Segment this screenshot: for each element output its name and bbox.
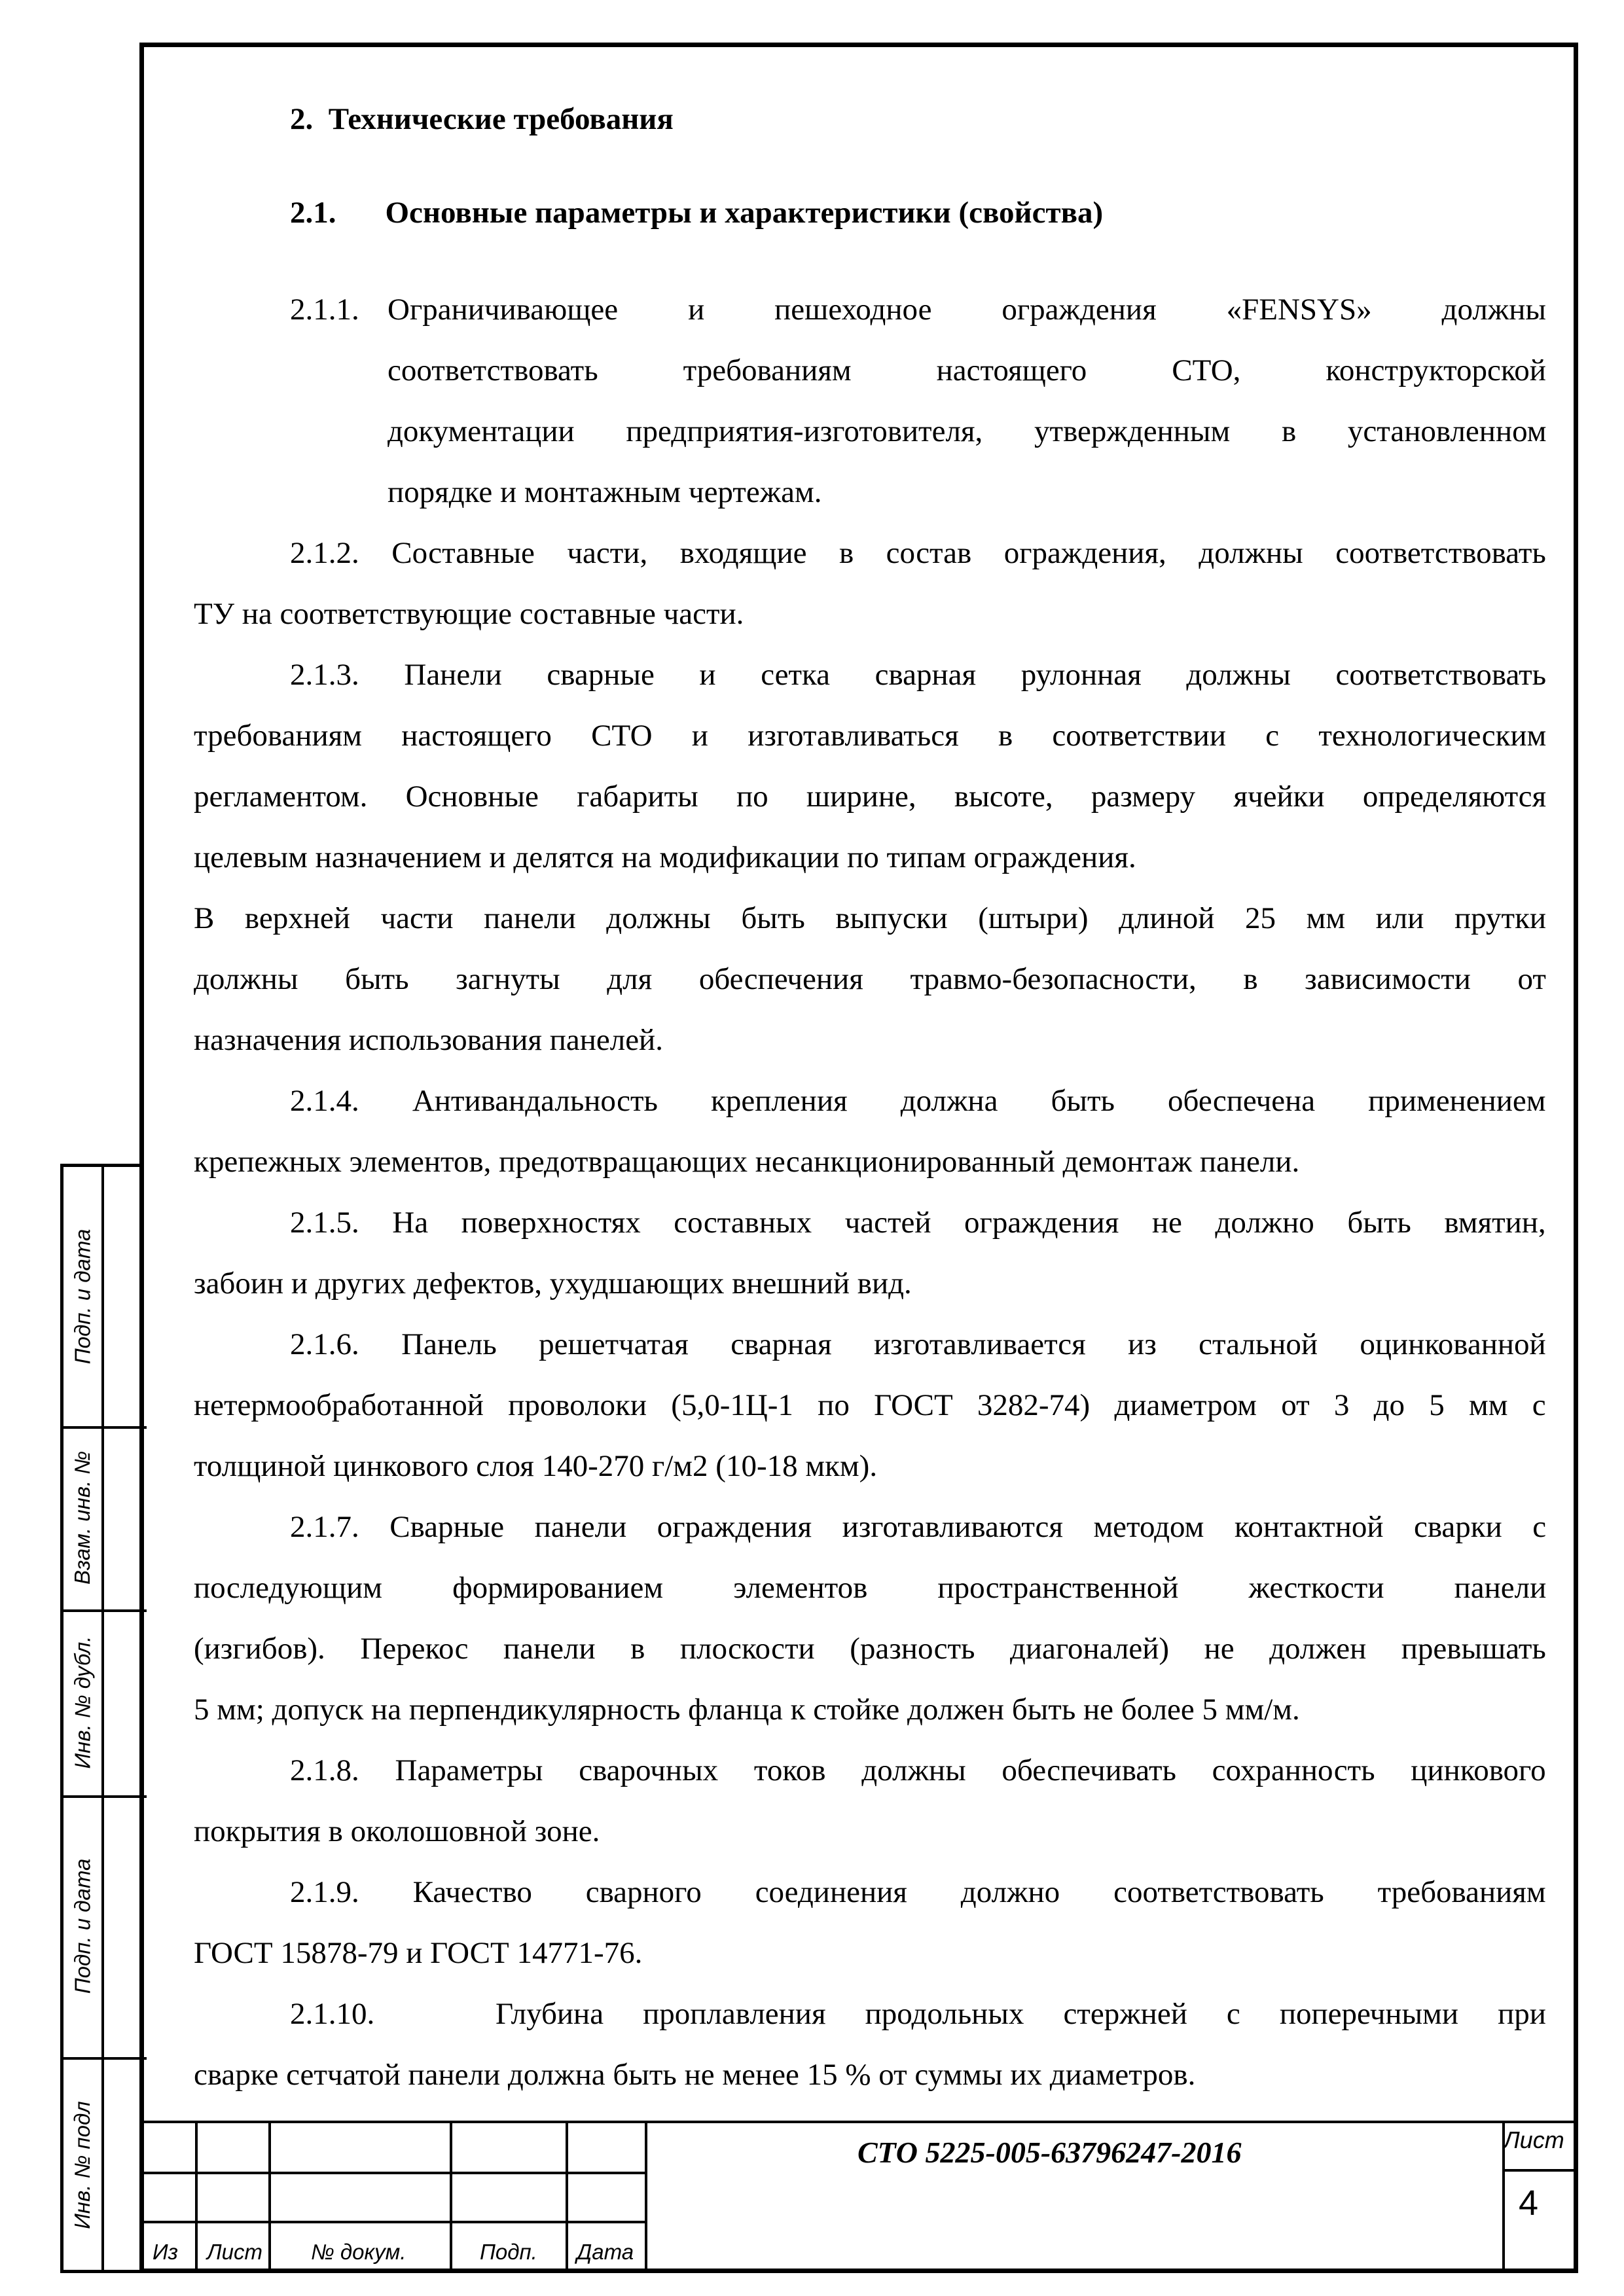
title-block-col-line xyxy=(450,2121,452,2273)
sheet-label: Лист xyxy=(1504,2126,1564,2153)
item-2-1-6-line-1: 2.1.6. Панель решетчатая сварная изготавливается из стальной оцинкованной xyxy=(290,1327,1546,1361)
item-2-1-1-line-4: порядке и монтажным чертежам. xyxy=(388,475,822,509)
col-iz-label: Из xyxy=(153,2240,178,2264)
item-2-1-3-line-2: требованиям настоящего СТО и изготавливаться в соответствии с технологическим xyxy=(194,719,1547,753)
subsection-heading: 2.1. Основные параметры и характеристики (свойства) xyxy=(290,196,1104,230)
item-2-1-1-line-2: соответствовать требованиям настоящего СТО, конструкторской xyxy=(388,353,1546,387)
item-2-1-7-line-4: 5 мм; допуск на перпендикулярность фланца к стойке должен быть не более 5 мм/м. xyxy=(194,1693,1300,1727)
item-2-1-4-line-2: крепежных элементов, предотвращающих несанкционированный демонтаж панели. xyxy=(194,1145,1300,1179)
col-data-label: Дата xyxy=(577,2240,634,2264)
item-2-1-10-line-2: сварке сетчатой панели должна быть не менее 15 % от суммы их диаметров. xyxy=(194,2058,1196,2092)
item-2-1-2-line-2: ТУ на соответствующие составные части. xyxy=(194,597,744,631)
title-block-col-line xyxy=(195,2121,198,2273)
item-2-1-7-line-1: 2.1.7. Сварные панели ограждения изготавливаются методом контактной сварки с xyxy=(290,1510,1547,1544)
title-block-col-line xyxy=(645,2121,647,2273)
sheet-number: 4 xyxy=(1519,2183,1539,2223)
item-2-1-5-line-2: забоин и других дефектов, ухудшающих внешний вид. xyxy=(194,1266,912,1300)
item-2-1-3-line-1: 2.1.3. Панели сварные и сетка сварная рулонная должны соответствовать xyxy=(290,658,1547,692)
item-2-1-3-line-4: целевым назначением и делятся на модификации по типам ограждения. xyxy=(194,840,1136,874)
item-2-1-4-line-1: 2.1.4. Антивандальность крепления должна быть обеспечена применением xyxy=(290,1084,1546,1118)
title-block-col-line xyxy=(268,2121,271,2273)
col-podp-label: Подп. xyxy=(480,2240,537,2264)
side-cell-vzam-inv: Взам. инв. № xyxy=(70,1450,95,1585)
side-cell-inv-podl: Инв. № подл xyxy=(70,2101,95,2229)
side-cell-inv-dubl: Инв. № дубл. xyxy=(70,1636,95,1769)
item-2-1-7-line-3: (изгибов). Перекос панели в плоскости (разность диагоналей) не должен превышать xyxy=(194,1632,1546,1666)
item-2-1-3-line-3: регламентом. Основные габариты по ширине, высоте, размеру ячейки определяются xyxy=(194,780,1547,814)
side-cell-podp-i-data-2: Подп. и дата xyxy=(70,1858,94,1994)
side-stamp xyxy=(60,1164,143,2273)
item-2-1-7-line-2: последующим формированием элементов пространственной жесткости панели xyxy=(194,1571,1547,1605)
item-2-1-2-line-1: 2.1.2. Составные части, входящие в состав ограждения, должны соответствовать xyxy=(290,536,1546,570)
side-cell-podp-i-data-1: Подп. и дата xyxy=(70,1229,94,1365)
item-2-1-9-line-1: 2.1.9. Качество сварного соединения должно соответствовать требованиям xyxy=(290,1875,1546,1909)
item-2-1-1-line-1: Ограничивающее и пешеходное ограждения «FENSYS» должны xyxy=(388,293,1546,327)
col-list-label: Лист xyxy=(207,2240,262,2264)
title-block-top-border xyxy=(139,2121,1578,2123)
item-2-1-6-line-3: толщиной цинкового слоя 140-270 г/м2 (10-18 мкм). xyxy=(194,1449,878,1483)
col-doc-label: № докум. xyxy=(311,2240,406,2264)
sheet-label-divider xyxy=(1502,2169,1578,2172)
item-2-1-3-line-6: должны быть загнуты для обеспечения травмо-безопасности, в зависимости от xyxy=(194,962,1546,996)
title-block-row-line xyxy=(139,2172,647,2174)
item-2-1-3-line-7: назначения использования панелей. xyxy=(194,1023,663,1057)
item-2-1-5-line-1: 2.1.5. На поверхностях составных частей ограждения не должно быть вмятин, xyxy=(290,1206,1546,1240)
title-block-row-line xyxy=(139,2221,647,2223)
item-2-1-1-line-3: документации предприятия-изготовителя, утвержденным в установленном xyxy=(388,414,1547,448)
section-heading: 2. Технические требования xyxy=(290,102,674,136)
item-2-1-8-line-1: 2.1.8. Параметры сварочных токов должны обеспечивать сохранность цинкового xyxy=(290,1753,1546,1787)
item-2-1-9-line-2: ГОСТ 15878-79 и ГОСТ 14771-76. xyxy=(194,1936,643,1970)
item-2-1-6-line-2: нетермообработанной проволоки (5,0-1Ц-1 по ГОСТ 3282-74) диаметром от 3 до 5 мм с xyxy=(194,1388,1546,1422)
item-2-1-8-line-2: покрытия в околошовной зоне. xyxy=(194,1814,600,1848)
item-2-1-1-number: 2.1.1. xyxy=(290,293,359,327)
item-2-1-10-line-1: Глубина проплавления продольных стержней с поперечными при xyxy=(496,1997,1546,2031)
item-2-1-10-number: 2.1.10. xyxy=(290,1997,375,2031)
document-code: СТО 5225-005-63796247-2016 xyxy=(857,2136,1242,2169)
item-2-1-3-line-5: В верхней части панели должны быть выпуски (штыри) длиной 25 мм или прутки xyxy=(194,901,1547,935)
title-block-col-line xyxy=(566,2121,568,2273)
